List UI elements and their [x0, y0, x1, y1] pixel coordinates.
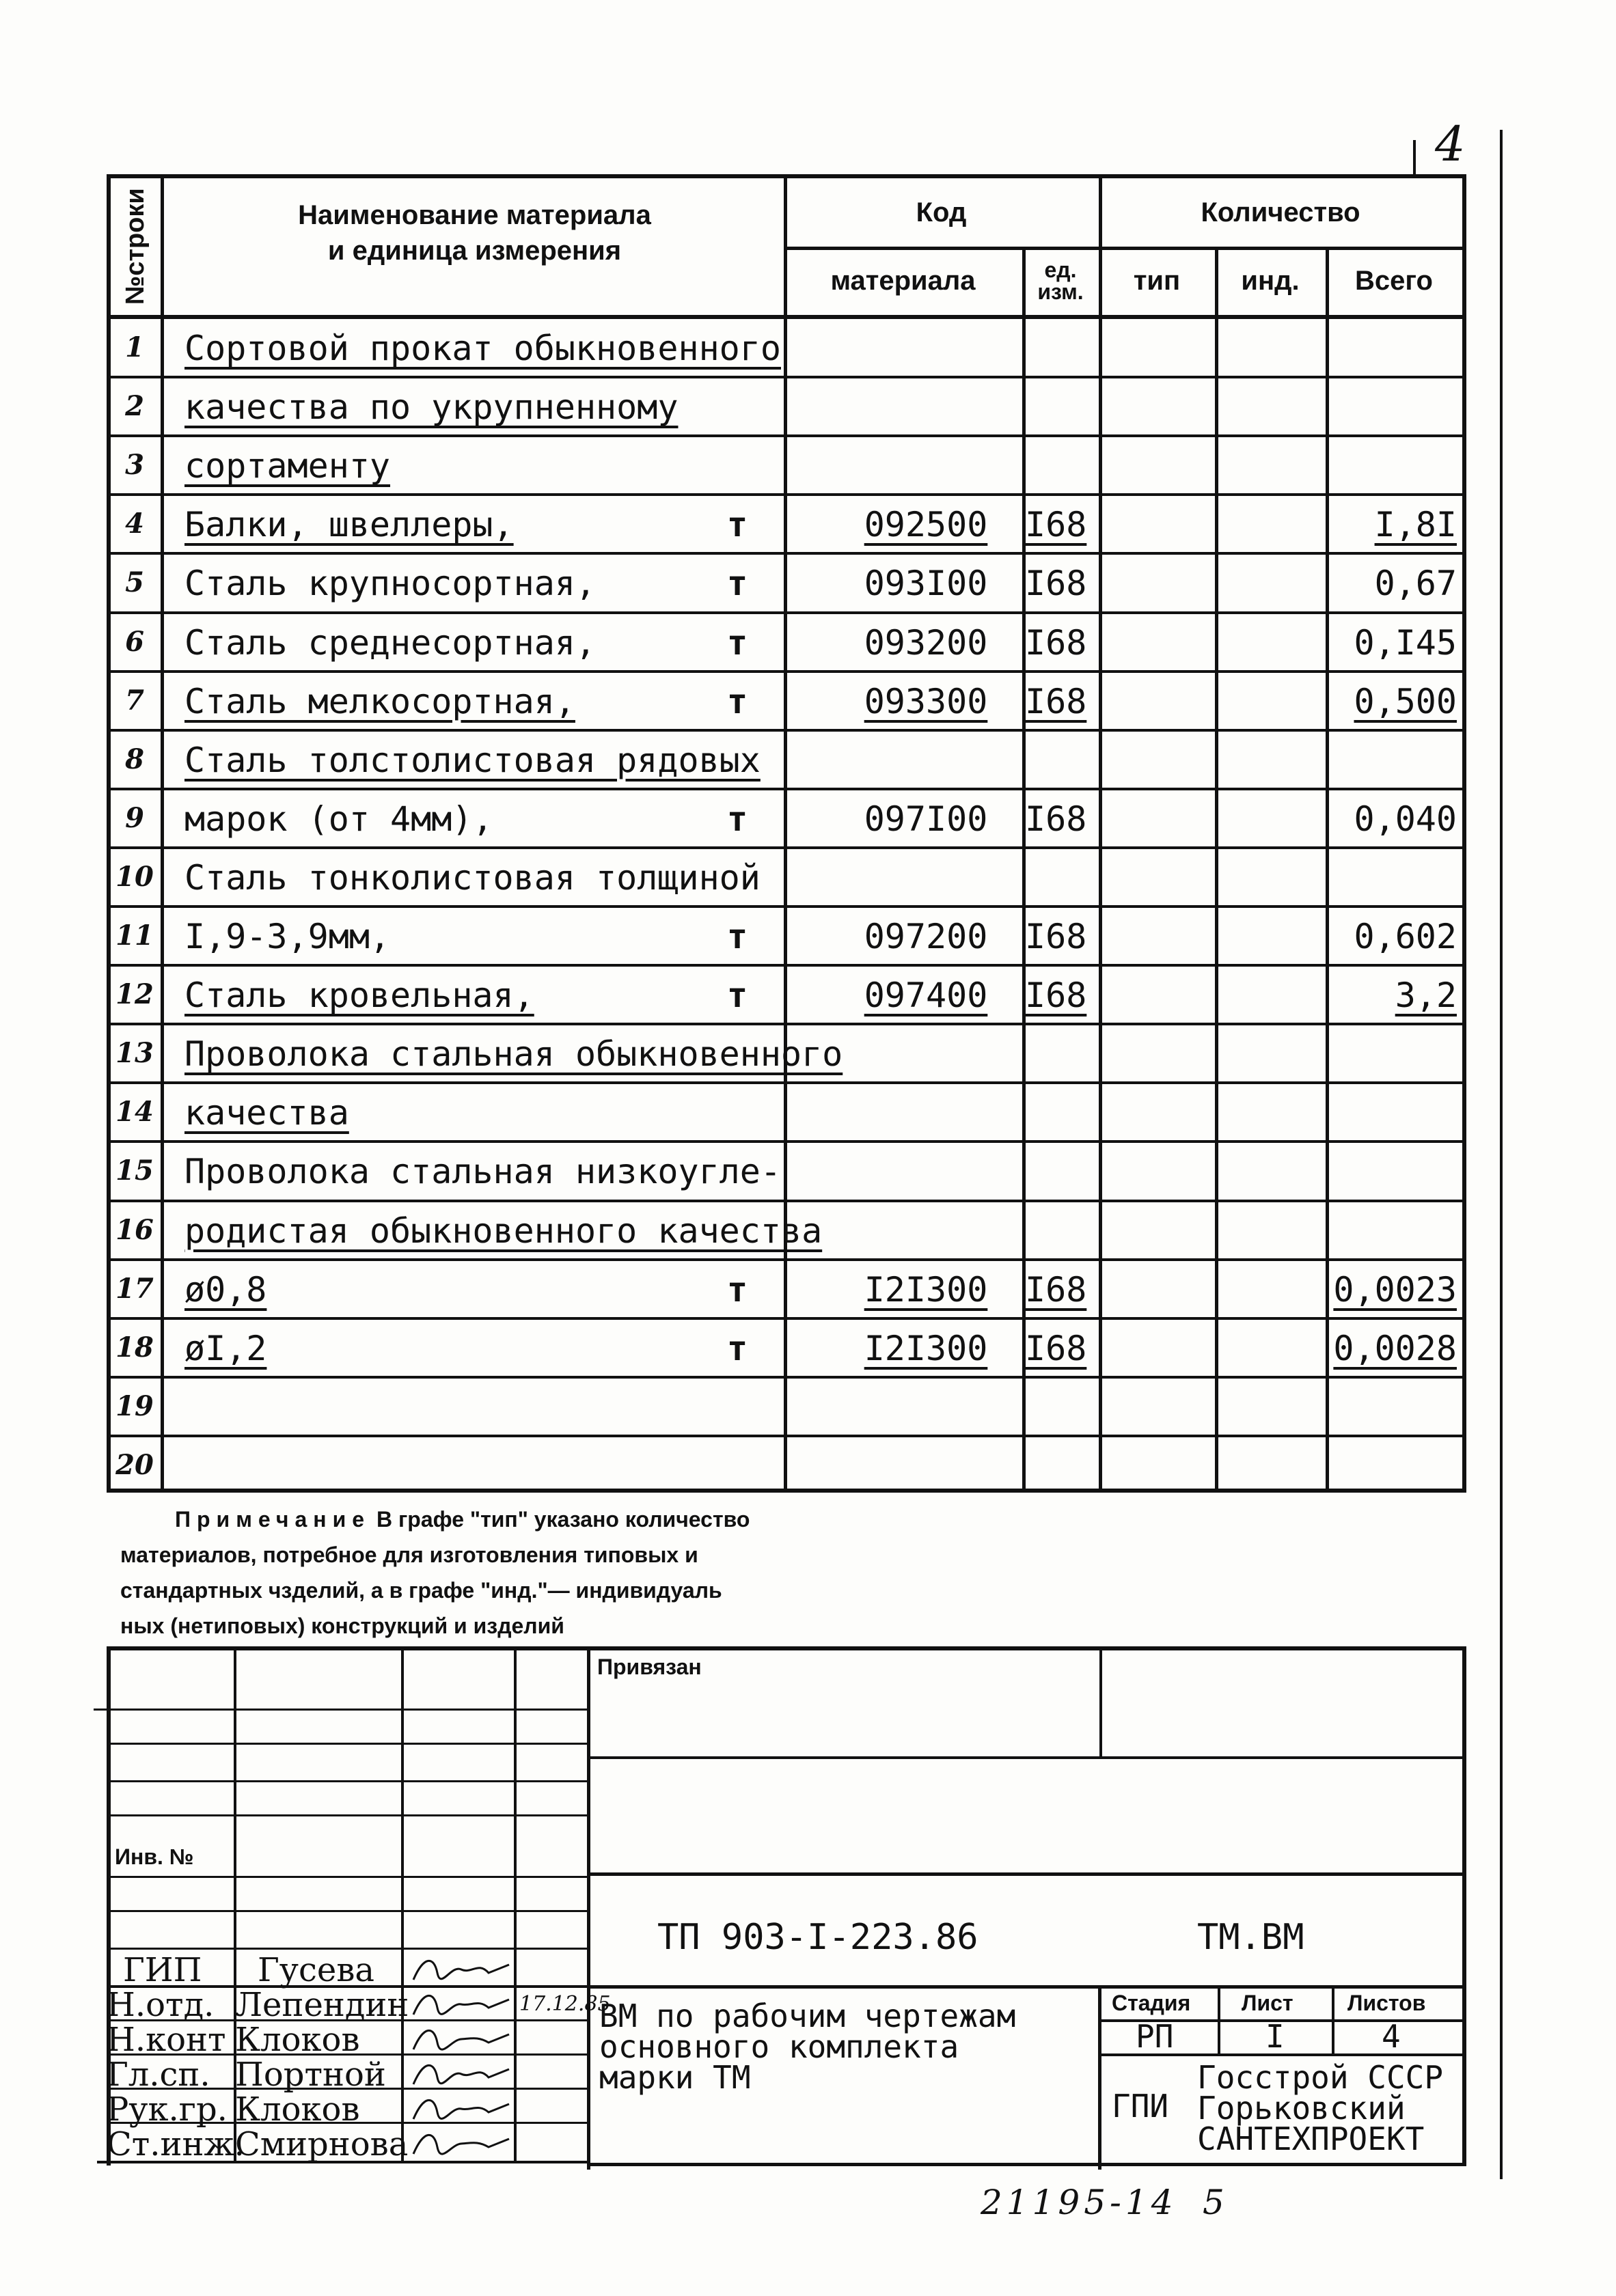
material-name: Проволока стальная низкоугле-	[184, 1152, 781, 1192]
header-code-material	[784, 247, 1022, 315]
material-code: 097400	[864, 976, 988, 1016]
note-line-2: материалов, потребное для изготовления типовых и	[120, 1543, 698, 1567]
header-qty-group-text: Количество	[1201, 197, 1360, 227]
tb-hline	[111, 1743, 587, 1745]
row-number: 1	[125, 331, 144, 363]
unit-of-measure: т	[726, 799, 748, 839]
signatory-name: Гусева	[258, 1951, 374, 1989]
material-name: øI,2	[184, 1328, 267, 1368]
header-bottom	[111, 315, 1462, 319]
header-qty-type	[1099, 247, 1215, 315]
quantity-total: 3,2	[1395, 976, 1457, 1016]
material-name: качества по укрупненному	[184, 387, 679, 428]
unit-of-measure: т	[726, 1328, 748, 1368]
unit-of-measure: т	[726, 1269, 748, 1310]
col-divider	[161, 178, 164, 1489]
row-number: 17	[115, 1272, 154, 1305]
header-qty-total	[1326, 247, 1462, 315]
attached-label: Привязан	[597, 1655, 702, 1679]
organization-line-3: САНТЕХПРОЕКТ	[1197, 2120, 1425, 2157]
document-title-line-2: основного комплекта	[599, 2028, 959, 2065]
unit-code: I68	[1025, 622, 1087, 663]
unit-of-measure: т	[726, 564, 748, 604]
note-line-4: ных (нетиповых) конструкций и изделий	[120, 1614, 564, 1638]
row-divider	[111, 493, 1462, 496]
note-line-1	[120, 1502, 1145, 1537]
unit-code: I68	[1025, 1328, 1087, 1368]
stage-label: Стадия	[1112, 1991, 1191, 2015]
header-material-name	[165, 178, 784, 288]
material-code: 097200	[864, 917, 988, 956]
unit-of-measure: т	[726, 681, 748, 721]
quantity-total: 0,0028	[1333, 1328, 1457, 1368]
page-number: 4	[1435, 116, 1466, 172]
row-number: 20	[115, 1448, 154, 1481]
row-divider	[111, 729, 1462, 732]
row-number: 3	[125, 449, 144, 482]
unit-of-measure: т	[726, 976, 748, 1016]
quantity-total: 0,500	[1354, 681, 1457, 721]
signature-icon	[410, 1987, 512, 2021]
archive-number: 21195-14	[981, 2183, 1177, 2222]
row-number: 4	[125, 508, 144, 540]
header-qty-group	[1099, 178, 1462, 247]
row-number: 13	[115, 1037, 154, 1070]
row-number: 6	[125, 625, 144, 658]
tb-vline	[514, 1650, 517, 2163]
row-number: 11	[115, 919, 154, 952]
row-number: 2	[125, 390, 144, 423]
signatory-name: Смирнова	[235, 2125, 409, 2163]
row-number: 18	[115, 1331, 154, 1364]
tb-hline	[111, 1948, 587, 1950]
material-name: Балки, швеллеры,	[184, 505, 514, 545]
materials-table	[107, 174, 1466, 1493]
tb-hline	[94, 1709, 587, 1711]
quantity-total: I,8I	[1374, 505, 1457, 545]
row-number: 5	[125, 566, 144, 599]
row-divider	[111, 1140, 1462, 1143]
note-block	[120, 1502, 1145, 1644]
row-divider	[111, 964, 1462, 967]
unit-of-measure: т	[726, 622, 748, 663]
tb-hline	[587, 1756, 1466, 1759]
signature-icon	[410, 2092, 512, 2126]
row-number: 12	[115, 978, 154, 1011]
inventory-label: Инв. №	[115, 1844, 194, 1869]
row-number: 8	[125, 743, 144, 775]
tb-vline	[587, 1650, 590, 2170]
unit-code: I68	[1025, 564, 1087, 604]
tb-hline	[587, 1872, 1466, 1876]
sheets-label: Листов	[1347, 1991, 1426, 2015]
header-code-group	[784, 178, 1099, 247]
tb-vline	[401, 1650, 404, 2163]
material-code: 093I00	[864, 564, 988, 604]
tb-hline	[587, 2163, 1466, 2166]
approval-date: 17.12.85	[519, 1992, 611, 2016]
sheets-value: 4	[1382, 2018, 1401, 2055]
row-number: 19	[115, 1389, 154, 1422]
signatory-role: Н.конт	[107, 2021, 226, 2059]
material-name: Сталь крупносортная,	[184, 564, 597, 604]
row-number: 10	[115, 860, 154, 893]
signature-icon	[410, 1952, 512, 1987]
unit-of-measure: т	[726, 917, 748, 956]
unit-code: I68	[1025, 799, 1087, 839]
signatory-name: Портной	[235, 2056, 386, 2094]
signatory-name: Клоков	[235, 2090, 360, 2129]
tb-hline	[111, 1780, 587, 1782]
tb-hline	[111, 1814, 587, 1816]
row-divider	[111, 846, 1462, 849]
signatory-name: Лепендин	[235, 1986, 409, 2024]
row-divider	[111, 434, 1462, 437]
material-name: качества	[184, 1093, 349, 1133]
material-code: 097I00	[864, 799, 988, 839]
page-corner-mark	[1413, 140, 1416, 174]
quantity-total: 0,I45	[1354, 622, 1457, 663]
header-qty-type-text: тип	[1133, 266, 1181, 296]
signature-icon	[410, 2022, 512, 2056]
document-mark: ТМ.ВМ	[1197, 1917, 1304, 1958]
signatory-role: Н.отд.	[107, 1986, 215, 2024]
col-divider	[1215, 247, 1218, 1489]
material-name: ø0,8	[184, 1269, 267, 1310]
header-code-group-text: Код	[916, 197, 967, 227]
material-name: Сталь кровельная,	[184, 976, 534, 1016]
signatory-role: ГИП	[123, 1951, 202, 1989]
unit-of-measure: т	[726, 505, 748, 545]
col-divider	[784, 178, 787, 1489]
unit-code: I68	[1025, 505, 1087, 545]
header-material-name-text: Наименование материала и единица измерения	[298, 200, 651, 266]
material-name: Сталь толстолистовая рядовых	[184, 740, 761, 780]
unit-code: I68	[1025, 976, 1087, 1016]
header-qty-ind-text: инд.	[1241, 266, 1300, 296]
row-divider	[111, 552, 1462, 555]
row-divider	[111, 788, 1462, 790]
title-block	[107, 1646, 1466, 2166]
document-title-line-3: марки ТМ	[599, 2059, 751, 2096]
tb-vline	[1332, 1985, 1334, 2053]
note-line-1-text: В графе "тип" указано количество	[370, 1507, 750, 1532]
tb-vline	[1099, 1650, 1102, 1759]
header-code-unit	[1022, 247, 1099, 315]
note-line-3: стандартных чзделий, а в графе "инд."— индивидуаль	[120, 1578, 722, 1603]
row-number: 16	[115, 1213, 154, 1246]
material-name: Сталь тонколистовая толщиной	[184, 857, 761, 898]
signatory-role: Гл.сп.	[107, 2056, 210, 2094]
stage-value: РП	[1136, 2018, 1174, 2055]
signature-icon	[410, 2127, 512, 2161]
material-name: I,9-3,9мм,	[184, 917, 391, 956]
tb-hline	[111, 1876, 587, 1878]
tb-vline	[1218, 1985, 1220, 2053]
document-title-line-1: ВМ по рабочим чертежам	[599, 1997, 1016, 2034]
col-divider	[1326, 247, 1329, 1489]
row-number: 9	[125, 801, 144, 834]
unit-code: I68	[1025, 917, 1087, 956]
tb-vline	[1098, 1985, 1101, 2170]
row-divider	[111, 1376, 1462, 1379]
row-divider	[111, 670, 1462, 673]
organization-line-1: Госстрой СССР	[1197, 2059, 1444, 2096]
quantity-total: 0,602	[1354, 917, 1457, 956]
quantity-total: 0,040	[1354, 799, 1457, 839]
right-edge-line	[1500, 130, 1503, 2179]
row-number: 15	[115, 1154, 154, 1187]
header-code-unit-text: ед. изм.	[1037, 258, 1084, 304]
header-code-material-text: материала	[830, 266, 976, 296]
row-divider	[111, 1317, 1462, 1320]
row-divider	[111, 1258, 1462, 1261]
material-code: 092500	[864, 505, 988, 545]
material-name: Проволока стальная обыкновенного	[184, 1034, 843, 1075]
row-divider	[111, 1081, 1462, 1084]
signature-icon	[410, 2057, 512, 2091]
material-name: родистая обыкновенного качества	[184, 1211, 823, 1251]
header-row-number	[111, 178, 161, 315]
material-code: I2I300	[864, 1269, 988, 1310]
sheet-value: I	[1265, 2018, 1285, 2055]
material-code: 093200	[864, 622, 988, 663]
material-name: марок (от 4мм),	[184, 799, 493, 839]
tb-hline	[111, 1910, 587, 1912]
row-divider	[111, 1200, 1462, 1202]
unit-code: I68	[1025, 681, 1087, 721]
quantity-total: 0,67	[1374, 564, 1457, 604]
row-divider	[111, 611, 1462, 614]
unit-code: I68	[1025, 1269, 1087, 1310]
row-number: 14	[115, 1096, 154, 1129]
organization-short: ГПИ	[1112, 2088, 1169, 2125]
quantity-total: 0,0023	[1333, 1269, 1457, 1310]
material-name: Сталь среднесортная,	[184, 622, 597, 663]
header-qty-ind	[1215, 247, 1326, 315]
material-code: I2I300	[864, 1328, 988, 1368]
organization-line-2: Горьковский	[1197, 2090, 1406, 2127]
row-divider	[111, 376, 1462, 378]
material-name: сортаменту	[184, 446, 391, 486]
sheet-label: Лист	[1242, 1991, 1293, 2015]
col-divider	[1099, 178, 1102, 1489]
row-number: 7	[125, 684, 144, 717]
material-code: 093300	[864, 681, 988, 721]
signatory-name: Клоков	[235, 2021, 360, 2059]
material-name: Сортовой прокат обыкновенного	[184, 329, 781, 368]
signatory-role: Рук.гр.	[107, 2090, 228, 2129]
archive-sheet: 5	[1203, 2183, 1229, 2222]
material-name: Сталь мелкосортная,	[184, 681, 575, 721]
document-code: ТП 903-I-223.86	[657, 1917, 978, 1958]
signatory-role: Ст.инж.	[107, 2125, 245, 2163]
header-qty-total-text: Всего	[1355, 266, 1433, 296]
row-divider	[111, 905, 1462, 908]
note-lead: Примечание	[175, 1507, 371, 1532]
row-divider	[111, 1435, 1462, 1437]
header-row-number-text: №строки	[120, 188, 150, 305]
row-divider	[111, 1023, 1462, 1025]
